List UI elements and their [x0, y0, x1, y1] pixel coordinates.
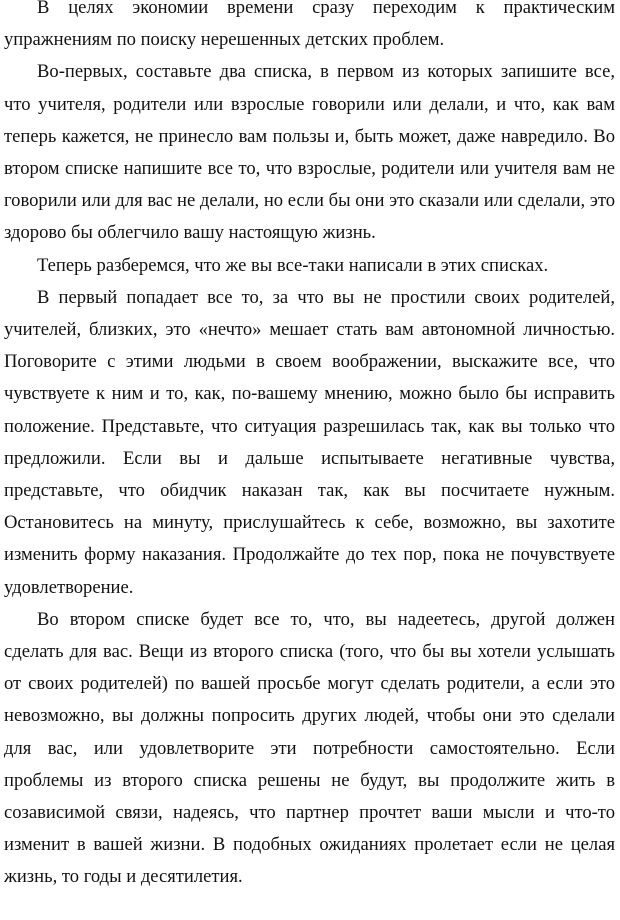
paragraph-5: Во втором списке будет все то, что, вы надеетесь, другой должен сделать для вас. Вещи из второго списка (того, что бы вы хотели услышать от своих родителей) по вашей просьбе могут сделать родители, а если это невозможно, вы должны попросить других людей, чтобы они это сделали для вас, или удовлетворите эти потребности самостоятельно. Если проблемы из второго списка решены не будут, вы продолжите жить в созависимой связи, надеясь, что партнер прочтет ваши мысли и что-то изменит в вашей жизни. В подобных ожиданиях пролетает если не целая жизнь, то годы и десятилетия. [4, 608, 615, 888]
document-page [4, 0, 615, 894]
paragraph-1: В целях экономии времени сразу переходим к практическим упражнениям по поиску нерешенных детских проблем. [4, 0, 615, 51]
paragraph-3: Теперь разберемся, что же вы все-таки написали в этих списках. [37, 254, 549, 276]
paragraph-2: Во-первых, составьте два списка, в первом из которых запишите все, что учителя, родители или взрослые говорили или делали, и что, как вам теперь кажется, не принесло вам пользы и, быть может, даже навредило. Во втором списке напишите все то, что взрослые, родители или учителя вам не говорили или для вас не делали, но если бы они это сказали или сделали, это здорово бы облегчило вашу настоящую жизнь. [4, 61, 615, 244]
paragraph-4: В первый попадает все то, за что вы не простили своих родителей, учителей, близких, это «нечто» мешает стать вам автономной личностью. Поговорите с этими людьми в своем воображении, выскажите все, что чувствуете к ним и то, как, по-вашему мнению, можно было бы исправить положение. Представьте, что ситуация разрешилась так, как вы только что предложили. Если вы и дальше испытываете негативные чувства, представьте, что обидчик наказан так, как вы посчитаете нужным. Остановитесь на минуту, прислушайтесь к себе, возможно, вы захотите изменить форму наказания. Продолжайте до тех пор, пока не почувствуете удовлетворение. [4, 286, 615, 598]
